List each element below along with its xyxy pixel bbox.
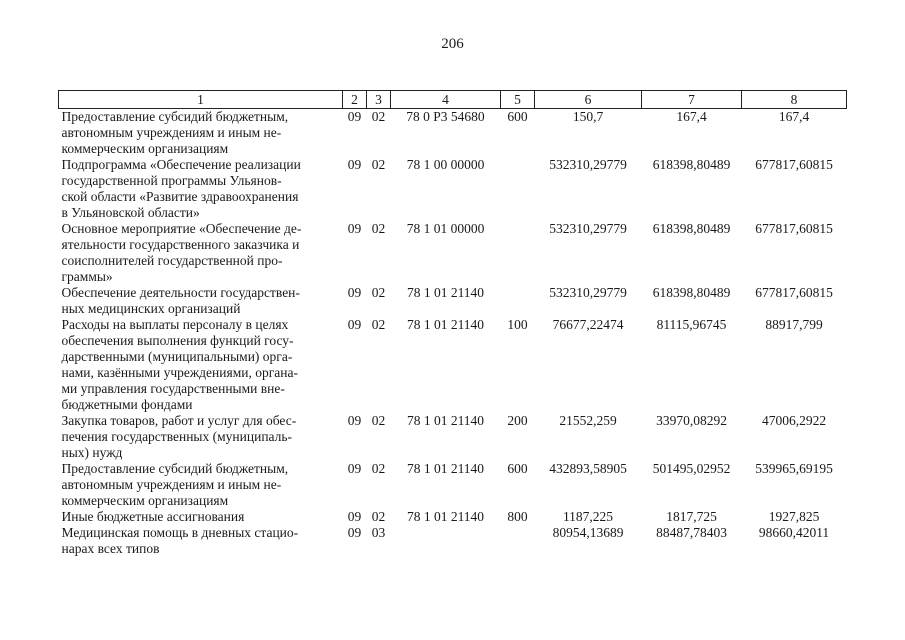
row-amount-year-1: 532310,29779 (549, 285, 627, 300)
row-expense-type: 800 (507, 509, 528, 524)
row-amount-year-3: 677817,60815 (755, 221, 833, 236)
row-expense-type (501, 157, 535, 221)
row-section: 09 (347, 317, 362, 332)
row-expense-type: 600 (507, 109, 528, 124)
row-name-line: в Ульяновской области» (61, 205, 200, 220)
row-name (59, 413, 343, 461)
row-section: 09 (347, 509, 362, 524)
row-amount-year-1: 80954,13689 (552, 525, 624, 540)
row-name-line: Основное мероприятие «Обеспечение де- (61, 221, 302, 236)
table-row (59, 221, 847, 285)
row-subsection: 02 (371, 285, 386, 300)
row-subsection: 02 (371, 221, 386, 236)
table-row (59, 461, 847, 509)
row-amount-year-3: 47006,2922 (761, 413, 827, 428)
row-subsection: 02 (371, 461, 386, 476)
row-subsection: 03 (371, 525, 386, 540)
row-name (59, 109, 343, 158)
row-expense-type: 200 (507, 413, 528, 428)
row-name-line: обеспечения выполнения функций госу- (61, 333, 294, 348)
row-amount-year-2: 501495,02952 (652, 461, 731, 476)
row-amount-year-2: 81115,96745 (656, 317, 727, 332)
table-body (59, 109, 847, 558)
row-name-line: Иные бюджетные ассигнования (61, 509, 245, 524)
row-amount-year-2: 88487,78403 (656, 525, 727, 540)
row-subsection: 02 (371, 109, 386, 124)
row-name (59, 157, 343, 221)
row-name-line: ми управления государственными вне- (61, 381, 285, 396)
header-col-2: 2 (343, 91, 367, 109)
row-target-article: 78 1 01 21140 (406, 461, 485, 476)
row-subsection: 02 (371, 509, 386, 524)
row-amount-year-2: 618398,80489 (652, 221, 731, 236)
row-expense-type (501, 285, 535, 317)
row-target-article: 78 1 01 21140 (406, 509, 485, 524)
page-number: 206 (441, 36, 464, 52)
row-target-article: 78 1 01 21140 (406, 285, 485, 300)
row-name-line: граммы» (61, 269, 113, 284)
row-name-line: автономным учреждениям и иным не- (61, 125, 282, 140)
row-name (59, 285, 343, 317)
header-row (59, 91, 847, 109)
table-row (59, 413, 847, 461)
row-name-line: автономным учреждениям и иным не- (61, 477, 282, 492)
header-col-7: 7 (642, 91, 742, 109)
row-section: 09 (347, 525, 362, 540)
row-section: 09 (347, 413, 362, 428)
header-col-3: 3 (367, 91, 391, 109)
row-target-article (391, 525, 501, 557)
row-name-line: ных) нужд (61, 445, 123, 460)
table-row (59, 509, 847, 525)
row-name-line: коммерческим организациям (61, 493, 229, 508)
header-col-4: 4 (391, 91, 501, 109)
row-section: 09 (347, 221, 362, 236)
row-name-line: Предоставление субсидий бюджетным, (61, 461, 289, 476)
row-amount-year-1: 1187,225 (562, 509, 614, 524)
row-name (59, 461, 343, 509)
header-col-6: 6 (535, 91, 642, 109)
table-row (59, 157, 847, 221)
row-name-line: ской области «Развитие здравоохранения (61, 189, 299, 204)
row-subsection: 02 (371, 157, 386, 172)
row-name-line: Расходы на выплаты персоналу в целях (61, 317, 289, 332)
row-name-line: Обеспечение деятельности государствен- (61, 285, 300, 300)
row-amount-year-1: 150,7 (572, 109, 604, 124)
row-target-article: 78 1 01 00000 (406, 221, 485, 236)
row-section: 09 (347, 157, 362, 172)
row-amount-year-3: 88917,799 (765, 317, 823, 332)
row-expense-type: 100 (507, 317, 528, 332)
row-expense-type (501, 525, 535, 557)
row-name (59, 221, 343, 285)
row-name-line: Медицинская помощь в дневных стацио- (61, 525, 299, 540)
row-section: 09 (347, 285, 362, 300)
budget-table (58, 90, 847, 557)
row-amount-year-3: 539965,69195 (755, 461, 833, 476)
table-row (59, 317, 847, 413)
row-name (59, 509, 343, 525)
row-amount-year-1: 532310,29779 (549, 221, 627, 236)
row-amount-year-2: 618398,80489 (652, 157, 731, 172)
row-subsection: 02 (371, 413, 386, 428)
row-name-line: коммерческим организациям (61, 141, 229, 156)
row-name-line: нами, казёнными учреждениями, органа- (61, 365, 298, 380)
row-target-article: 78 1 01 21140 (406, 317, 485, 332)
row-subsection: 02 (371, 317, 386, 332)
table-row (59, 285, 847, 317)
row-target-article: 78 1 01 21140 (406, 413, 485, 428)
row-amount-year-1: 532310,29779 (549, 157, 627, 172)
row-name (59, 525, 343, 557)
table-header (59, 91, 847, 109)
row-amount-year-3: 677817,60815 (755, 157, 833, 172)
row-name-line: Предоставление субсидий бюджетным, (61, 109, 289, 124)
row-amount-year-3: 677817,60815 (755, 285, 833, 300)
row-amount-year-3: 167,4 (778, 109, 810, 124)
row-name-line: Закупка товаров, работ и услуг для обес- (61, 413, 297, 428)
row-amount-year-2: 33970,08292 (656, 413, 727, 428)
row-name-line: соисполнителей государственной про- (61, 253, 283, 268)
row-expense-type: 600 (507, 461, 528, 476)
row-expense-type (501, 221, 535, 285)
row-amount-year-2: 618398,80489 (652, 285, 731, 300)
table-row (59, 109, 847, 158)
row-name-line: дарственными (муниципальными) орга- (61, 349, 293, 364)
table-row (59, 525, 847, 557)
header-col-5: 5 (501, 91, 535, 109)
row-target-article: 78 0 Р3 54680 (406, 109, 485, 124)
row-section: 09 (347, 461, 362, 476)
row-section: 09 (347, 109, 362, 124)
row-amount-year-3: 1927,825 (768, 509, 820, 524)
row-amount-year-3: 98660,42011 (758, 525, 830, 540)
row-name-line: ятельности государственного заказчика и (61, 237, 300, 252)
row-name-line: печения государственных (муниципаль- (61, 429, 293, 444)
row-amount-year-2: 1817,725 (666, 509, 717, 524)
row-target-article: 78 1 00 00000 (406, 157, 485, 172)
row-name (59, 317, 343, 413)
row-amount-year-1: 432893,58905 (549, 461, 627, 476)
row-amount-year-1: 76677,22474 (552, 317, 624, 332)
row-name-line: государственной программы Ульянов- (61, 173, 282, 188)
row-name-line: бюджетными фондами (61, 397, 193, 412)
row-name-line: нарах всех типов (61, 541, 160, 556)
row-name-line: ных медицинских организаций (61, 301, 241, 316)
row-amount-year-2: 167,4 (676, 109, 707, 124)
header-col-8: 8 (742, 91, 847, 109)
header-col-1: 1 (59, 91, 343, 109)
row-name-line: Подпрограмма «Обеспечение реализации (61, 157, 301, 172)
row-amount-year-1: 21552,259 (559, 413, 617, 428)
